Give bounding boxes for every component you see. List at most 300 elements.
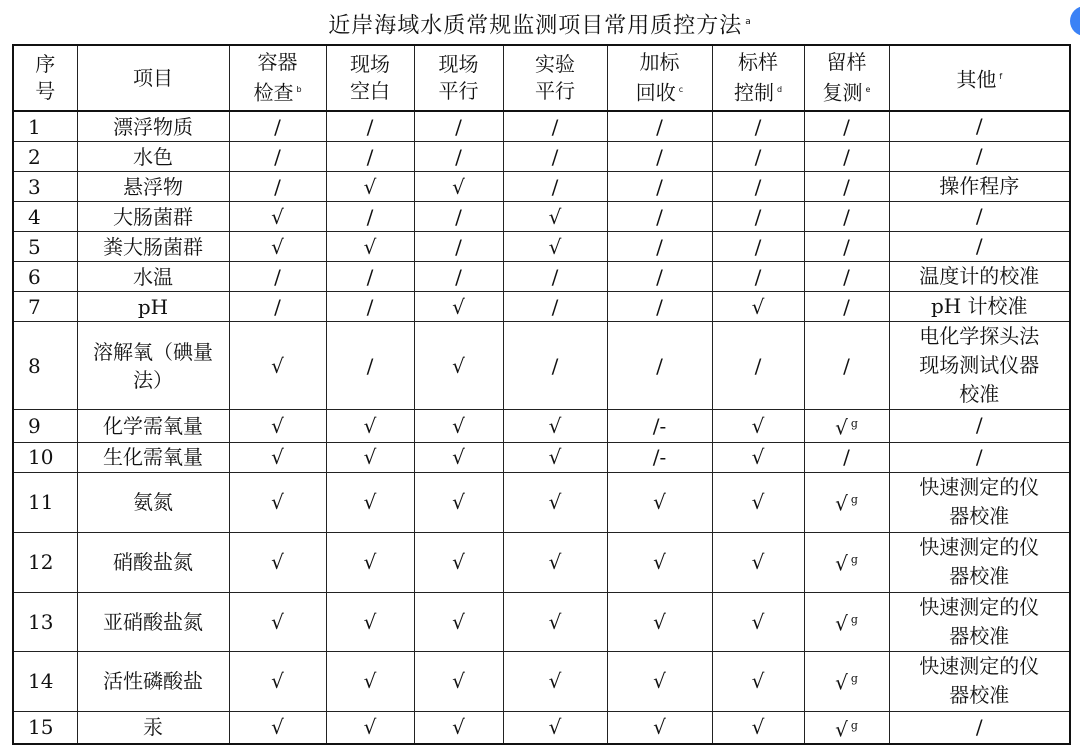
cell-standard-control <box>712 592 804 651</box>
cell-mark: / <box>656 294 663 319</box>
cell-lab-parallel <box>503 472 607 532</box>
cell-item <box>77 111 229 142</box>
other-label: / <box>975 204 983 228</box>
cell-standard-control <box>712 472 804 532</box>
cell-mark: √ <box>653 550 666 575</box>
cell-spike-recovery <box>607 322 712 410</box>
cell-item <box>77 322 229 410</box>
cell-spike-recovery <box>607 532 712 592</box>
cell-retest <box>804 592 889 651</box>
cell-lab-parallel <box>503 292 607 322</box>
cell-mark: / <box>366 353 374 378</box>
cell-seq: 8 <box>13 322 77 410</box>
cell-mark: √ <box>452 445 465 470</box>
cell-mark: √ <box>271 669 284 694</box>
cell-mark: / <box>843 353 850 378</box>
cell-other <box>889 472 1070 532</box>
cell-seq: 5 <box>13 232 77 262</box>
item-label: 大肠菌群 <box>113 204 193 229</box>
cell-lab-parallel <box>503 142 607 172</box>
cell-field-blank <box>326 202 414 232</box>
cell-item <box>77 142 229 172</box>
cell-mark: √ <box>363 445 377 470</box>
cell-lab-parallel <box>503 262 607 292</box>
table-row <box>13 651 1070 711</box>
cell-field-parallel <box>414 292 503 322</box>
cell-seq: 4 <box>13 202 77 232</box>
cell-field-parallel <box>414 111 503 142</box>
cell-other <box>889 292 1070 322</box>
cell-footnote-mark: g <box>850 493 858 507</box>
cell-mark: / <box>455 144 462 169</box>
cell-field-parallel <box>414 172 503 202</box>
cell-field-blank <box>326 322 414 410</box>
cell-mark: √ <box>271 609 284 634</box>
cell-mark: √ <box>548 204 562 229</box>
cell-lab-parallel <box>503 442 607 472</box>
cell-mark: √ <box>271 490 284 515</box>
cell-mark: √ <box>271 234 284 259</box>
cell-mark: √ <box>452 174 465 199</box>
cell-mark: / <box>366 204 374 229</box>
cell-mark: √ <box>653 609 666 634</box>
item-label: 水温 <box>133 264 173 289</box>
cell-mark: √ <box>751 550 765 575</box>
cell-mark: / <box>754 264 762 289</box>
cell-item <box>77 711 229 744</box>
other-label: 操作程序 <box>939 174 1020 198</box>
cell-retest <box>804 111 889 142</box>
cell-other <box>889 111 1070 142</box>
cell-footnote-mark: g <box>850 417 858 430</box>
cell-mark: √ <box>452 413 465 438</box>
cell-field-blank <box>326 410 414 443</box>
table-row <box>13 292 1070 322</box>
cell-field-blank <box>326 442 414 472</box>
table-row <box>13 472 1070 532</box>
cell-item <box>77 651 229 711</box>
cell-mark: √ <box>271 204 284 229</box>
cell-mark: / <box>656 174 663 199</box>
cell-mark: / <box>656 204 663 229</box>
cell-mark: √ <box>363 413 377 438</box>
cell-lab-parallel <box>503 111 607 142</box>
cell-lab-parallel <box>503 592 607 651</box>
cell-mark: / <box>551 144 559 169</box>
cell-retest <box>804 711 889 744</box>
cell-seq: 14 <box>13 651 77 711</box>
header-spike-recovery <box>607 45 712 111</box>
cell-standard-control <box>712 202 804 232</box>
header-label: 容器 检查 <box>253 50 298 105</box>
cell-container-check <box>229 232 326 262</box>
cell-field-parallel <box>414 322 503 410</box>
table-row <box>13 410 1070 443</box>
cell-mark: / <box>754 174 762 199</box>
cell-mark: √ <box>548 715 562 740</box>
cell-mark: / <box>551 174 559 199</box>
header-label: 标样 控制 <box>733 50 778 105</box>
cell-retest <box>804 532 889 592</box>
header-footnote-mark: c <box>678 85 684 95</box>
cell-mark: / <box>656 114 663 139</box>
header-lab-parallel <box>503 45 607 111</box>
cell-standard-control <box>712 142 804 172</box>
header-label: 序 号 <box>35 52 56 103</box>
cell-spike-recovery <box>607 651 712 711</box>
cell-mark: / <box>754 144 762 169</box>
other-label: / <box>975 444 983 469</box>
cell-mark: √ <box>271 445 284 470</box>
cell-field-parallel <box>414 651 503 711</box>
cell-seq: 3 <box>13 172 77 202</box>
cell-mark: √ <box>653 715 666 740</box>
cell-mark: √ <box>548 609 562 634</box>
cell-mark: √ <box>452 353 465 378</box>
cell-mark: √ <box>363 234 377 259</box>
cell-seq: 10 <box>13 442 77 472</box>
cell-container-check <box>229 172 326 202</box>
cell-mark: √ <box>548 550 562 575</box>
cell-other <box>889 202 1070 232</box>
cell-retest <box>804 410 889 443</box>
table-row <box>13 711 1070 744</box>
cell-mark: / <box>274 294 281 319</box>
cell-lab-parallel <box>503 711 607 744</box>
other-label: 快速测定的仪 器校准 <box>919 535 1040 589</box>
cell-container-check <box>229 472 326 532</box>
cell-lab-parallel <box>503 172 607 202</box>
other-label: 电化学探头法 现场测试仪器 校准 <box>919 324 1040 406</box>
cell-mark: √ <box>452 669 465 694</box>
cell-retest <box>804 262 889 292</box>
cell-container-check <box>229 322 326 410</box>
cell-field-blank <box>326 651 414 711</box>
other-label: / <box>975 114 983 138</box>
cell-lab-parallel <box>503 532 607 592</box>
cell-container-check <box>229 202 326 232</box>
cell-mark: √ <box>751 445 765 470</box>
cell-seq: 13 <box>13 592 77 651</box>
cell-retest <box>804 202 889 232</box>
cell-footnote-mark: g <box>850 672 858 686</box>
cell-mark: √ <box>751 294 765 319</box>
cell-seq: 1 <box>13 111 77 142</box>
cell-container-check <box>229 262 326 292</box>
cell-mark: / <box>754 234 762 259</box>
cell-mark: / <box>656 353 663 378</box>
cell-item <box>77 232 229 262</box>
cell-mark: / <box>656 234 663 259</box>
table-row <box>13 262 1070 292</box>
cell-mark: √ <box>271 353 284 378</box>
other-label: pH 计校准 <box>930 294 1028 318</box>
cell-standard-control <box>712 292 804 322</box>
cell-spike-recovery <box>607 202 712 232</box>
other-label: 快速测定的仪 器校准 <box>919 475 1040 529</box>
cell-mark: / <box>366 114 374 139</box>
cell-field-parallel <box>414 711 503 744</box>
cell-standard-control <box>712 172 804 202</box>
cell-mark: √ <box>653 669 666 694</box>
cell-lab-parallel <box>503 322 607 410</box>
cell-field-parallel <box>414 592 503 651</box>
cell-mark: / <box>843 445 850 470</box>
cell-item <box>77 262 229 292</box>
cell-other <box>889 322 1070 410</box>
cell-mark: /- <box>652 445 667 470</box>
cell-lab-parallel <box>503 410 607 443</box>
cell-mark: √ <box>835 415 848 440</box>
cell-mark: / <box>274 114 281 139</box>
cell-spike-recovery <box>607 711 712 744</box>
table-row <box>13 232 1070 262</box>
header-footnote-mark: b <box>296 85 302 95</box>
header-item <box>77 45 229 111</box>
cell-container-check <box>229 111 326 142</box>
cell-mark: √ <box>548 445 562 470</box>
item-label: 汞 <box>143 715 163 740</box>
cell-mark: / <box>551 353 559 378</box>
cell-mark: / <box>551 114 559 139</box>
header-label: 现场 空白 <box>350 52 390 103</box>
cell-other <box>889 651 1070 711</box>
header-footnote-mark: e <box>865 85 871 95</box>
cell-spike-recovery <box>607 232 712 262</box>
cell-field-parallel <box>414 410 503 443</box>
other-label: / <box>975 714 983 739</box>
item-label: 溶解氧（碘量 法） <box>93 339 213 392</box>
cell-mark: √ <box>363 609 377 634</box>
cell-item <box>77 410 229 443</box>
cell-retest <box>804 472 889 532</box>
cell-mark: / <box>843 174 850 199</box>
cell-spike-recovery <box>607 410 712 443</box>
cell-mark: / <box>656 144 663 169</box>
header-footnote-mark: f <box>999 71 1003 81</box>
cell-mark: / <box>455 234 462 259</box>
cell-mark: √ <box>452 550 465 575</box>
cell-spike-recovery <box>607 142 712 172</box>
cell-spike-recovery <box>607 262 712 292</box>
cell-retest <box>804 322 889 410</box>
cell-standard-control <box>712 232 804 262</box>
cell-other <box>889 711 1070 744</box>
cell-field-blank <box>326 711 414 744</box>
cell-lab-parallel <box>503 202 607 232</box>
cell-retest <box>804 232 889 262</box>
cell-standard-control <box>712 322 804 410</box>
cell-mark: / <box>551 294 559 319</box>
cell-mark: / <box>843 294 850 319</box>
cell-mark: √ <box>751 609 765 634</box>
table-row <box>13 592 1070 651</box>
cell-retest <box>804 142 889 172</box>
cell-retest <box>804 651 889 711</box>
cell-seq: 6 <box>13 262 77 292</box>
cell-mark: / <box>366 144 374 169</box>
cell-field-blank <box>326 142 414 172</box>
cell-mark: / <box>843 264 850 289</box>
cell-mark: √ <box>363 490 377 515</box>
cell-mark: √ <box>271 715 284 740</box>
cell-mark: √ <box>363 550 377 575</box>
cell-spike-recovery <box>607 292 712 322</box>
cell-field-blank <box>326 232 414 262</box>
cell-mark: √ <box>835 717 848 742</box>
cell-other <box>889 532 1070 592</box>
cell-standard-control <box>712 711 804 744</box>
cell-container-check <box>229 592 326 651</box>
cell-retest <box>804 172 889 202</box>
other-label: / <box>975 413 983 438</box>
table-row <box>13 532 1070 592</box>
cell-other <box>889 172 1070 202</box>
cell-mark: √ <box>363 715 377 740</box>
title-text: 近岸海域水质常规监测项目常用质控方法 <box>328 13 743 39</box>
header-standard-control <box>712 45 804 111</box>
other-label: 快速测定的仪 器校准 <box>919 594 1040 648</box>
item-label: 活性磷酸盐 <box>103 669 203 694</box>
cell-standard-control <box>712 262 804 292</box>
cell-container-check <box>229 410 326 443</box>
title-footnote-mark: a <box>745 17 752 27</box>
cell-mark: / <box>366 294 374 319</box>
cell-field-blank <box>326 472 414 532</box>
cell-seq: 9 <box>13 410 77 443</box>
cell-spike-recovery <box>607 472 712 532</box>
cell-other <box>889 410 1070 443</box>
cell-container-check <box>229 532 326 592</box>
cell-field-blank <box>326 111 414 142</box>
cell-item <box>77 292 229 322</box>
cell-field-parallel <box>414 472 503 532</box>
cell-mark: √ <box>548 669 562 694</box>
cell-field-parallel <box>414 142 503 172</box>
cell-footnote-mark: g <box>850 718 858 732</box>
item-label: 硝酸盐氮 <box>113 550 193 575</box>
cell-mark: √ <box>452 294 465 319</box>
cell-standard-control <box>712 442 804 472</box>
cell-standard-control <box>712 111 804 142</box>
header-footnote-mark: d <box>776 85 783 95</box>
item-label: 氨氮 <box>133 490 173 515</box>
cell-mark: / <box>274 144 281 169</box>
header-other <box>889 45 1070 111</box>
cell-seq: 11 <box>13 472 77 532</box>
cell-mark: √ <box>548 234 562 259</box>
cell-mark: / <box>366 264 374 289</box>
cell-mark: √ <box>751 715 765 740</box>
cell-mark: / <box>274 264 281 289</box>
cell-mark: √ <box>548 490 562 515</box>
cell-item <box>77 592 229 651</box>
cell-mark: √ <box>835 491 848 516</box>
cell-mark: √ <box>653 490 666 515</box>
item-label: 生化需氧量 <box>103 445 203 470</box>
cell-other <box>889 232 1070 262</box>
item-label: 漂浮物质 <box>113 114 193 139</box>
cell-mark: √ <box>835 551 848 576</box>
cell-spike-recovery <box>607 592 712 651</box>
cell-mark: √ <box>835 670 848 695</box>
header-container-check <box>229 45 326 111</box>
cell-container-check <box>229 142 326 172</box>
cell-field-parallel <box>414 262 503 292</box>
cell-mark: √ <box>452 609 465 634</box>
cell-field-parallel <box>414 202 503 232</box>
cell-field-blank <box>326 262 414 292</box>
cell-item <box>77 472 229 532</box>
cell-mark: √ <box>363 669 377 694</box>
cell-mark: / <box>843 114 850 139</box>
table-body <box>13 111 1070 744</box>
cell-spike-recovery <box>607 172 712 202</box>
cell-field-blank <box>326 532 414 592</box>
cell-standard-control <box>712 651 804 711</box>
cell-item <box>77 442 229 472</box>
cell-seq: 2 <box>13 142 77 172</box>
item-label: 化学需氧量 <box>103 413 203 438</box>
header-retest <box>804 45 889 111</box>
table-row <box>13 172 1070 202</box>
cell-other <box>889 592 1070 651</box>
table-row <box>13 322 1070 410</box>
cell-container-check <box>229 711 326 744</box>
cell-container-check <box>229 292 326 322</box>
cell-field-parallel <box>414 442 503 472</box>
cell-mark: √ <box>363 174 377 199</box>
cell-mark: √ <box>548 413 562 438</box>
cell-mark: / <box>843 234 850 259</box>
cell-lab-parallel <box>503 232 607 262</box>
cell-field-blank <box>326 592 414 651</box>
cell-other <box>889 142 1070 172</box>
cell-standard-control <box>712 410 804 443</box>
cell-footnote-mark: g <box>850 612 858 626</box>
qc-methods-table <box>12 44 1071 745</box>
cell-item <box>77 172 229 202</box>
cell-mark: / <box>754 114 762 139</box>
cell-mark: √ <box>452 715 465 740</box>
cell-retest <box>804 442 889 472</box>
header-field-parallel <box>414 45 503 111</box>
cell-container-check <box>229 651 326 711</box>
table-row <box>13 442 1070 472</box>
cell-other <box>889 442 1070 472</box>
cell-spike-recovery <box>607 111 712 142</box>
cell-other <box>889 262 1070 292</box>
other-label: 快速测定的仪 器校准 <box>919 654 1040 708</box>
item-label: 亚硝酸盐氮 <box>103 609 203 634</box>
cell-retest <box>804 292 889 322</box>
item-label: 水色 <box>133 144 173 169</box>
cell-footnote-mark: g <box>850 553 858 567</box>
item-label: pH <box>137 294 169 319</box>
cell-mark: / <box>455 204 462 229</box>
cell-seq: 7 <box>13 292 77 322</box>
other-label: / <box>975 144 983 168</box>
table-row <box>13 142 1070 172</box>
cell-mark: √ <box>271 413 284 438</box>
cell-container-check <box>229 442 326 472</box>
header-label: 留样 复测 <box>822 50 867 105</box>
cell-mark: /- <box>652 413 667 438</box>
cell-field-parallel <box>414 532 503 592</box>
header-label: 现场 平行 <box>438 52 479 103</box>
cell-mark: / <box>843 144 850 169</box>
cell-mark: / <box>551 264 559 289</box>
